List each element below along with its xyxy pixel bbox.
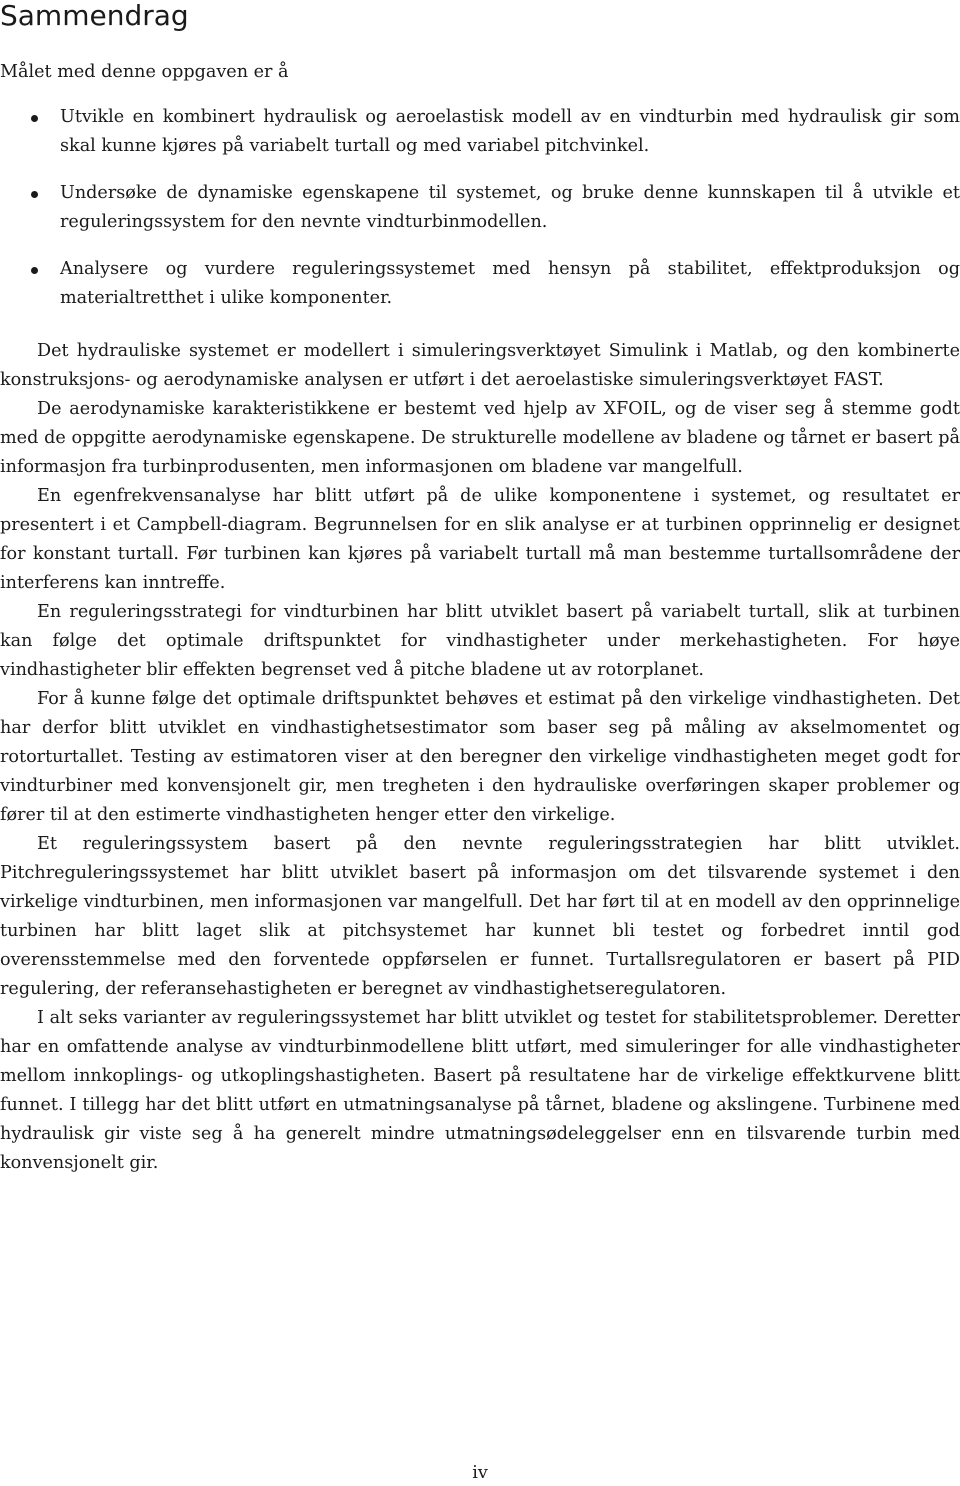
bullet-dot-icon	[31, 115, 38, 122]
page-number: iv	[472, 1463, 488, 1483]
paragraph: De aerodynamiske karakteristikkene er bestemt ved hjelp av XFOIL, og de viser seg å stemme godt med de oppgitte aerodynamiske egenskapene. De strukturelle modellene av bladene og tårnet er basert på informasjon fra turbinprodusenten, men informasjonen om bladene var mangelfull.	[0, 399, 960, 477]
paragraph: I alt seks varianter av reguleringssystemet har blitt utviklet og testet for stabilitetsproblemer. Deretter har en omfattende analyse av vindturbinmodellene blitt utført, med simuleringer for alle vindhastigheter mellom innkoplings- og utkoplingshastigheten. Basert på resultatene har de virkelige effektkurvene blitt funnet. I tillegg har det blitt utført en utmatningsanalyse på tårnet, bladene og akslingene. Turbinene med hydraulisk gir viste seg å ha generelt mindre utmatningsødeleggelser enn en tilsvarende turbin med konvensjonelt gir.	[0, 1008, 960, 1173]
paragraph: En egenfrekvensanalyse har blitt utført på de ulike komponentene i systemet, og resultatet er presentert i et Campbell-diagram. Begrunnelsen for en slik analyse er at turbinen opprinnelig er designet for konstant turtall. Før turbinen kan kjøres på variabelt turtall må man bestemme turtallsområdene der interferens kan inntreffe.	[0, 486, 960, 593]
list-item	[0, 179, 960, 237]
list-item-text: Utvikle en kombinert hydraulisk og aeroelastisk modell av en vindturbin med hydraulisk gir som skal kunne kjøres på variabelt turtall og med variabel pitchvinkel.	[60, 107, 960, 156]
bullet-dot-icon	[31, 267, 38, 274]
list-item	[0, 103, 960, 161]
paragraph: Det hydrauliske systemet er modellert i simuleringsverktøyet Simulink i Matlab, og den kombinerte konstruksjons- og aerodynamiske analysen er utført i det aeroelastiske simuleringsverktøyet FAST.	[0, 341, 960, 390]
paragraph: En reguleringsstrategi for vindturbinen har blitt utviklet basert på variabelt turtall, slik at turbinen kan følge det optimale driftspunktet for vindhastigheter under merkehastigheten. For høye vindhastigheter blir effekten begrenset ved å pitche bladene ut av rotorplanet.	[0, 602, 960, 680]
bullet-dot-icon	[31, 191, 38, 198]
list-item-text: Analysere og vurdere reguleringssystemet med hensyn på stabilitet, effektproduksjon og materialtretthet i ulike komponenter.	[60, 259, 960, 308]
body-text	[0, 337, 960, 1178]
paragraph: Et reguleringssystem basert på den nevnte reguleringsstrategien har blitt utviklet. Pitchreguleringssystemet har blitt utviklet basert på informasjon om det tilsvarende systemet i den virkelige vindturbinen, men informasjonen var mangelfull. Det har ført til at en modell av den opprinnelige turbinen har blitt laget slik at pitchsystemet har kunnet bli testet og forbedret inntil god overensstemmelse med den forventede oppførselen er funnet. Turtallsregulatoren er basert på PID regulering, der referansehastigheten er beregnet av vindhastighetseregulatoren.	[0, 834, 960, 999]
list-item-text: Undersøke de dynamiske egenskapene til systemet, og bruke denne kunnskapen til å utvikle et reguleringssystem for den nevnte vindturbinmodellen.	[60, 183, 960, 232]
paragraph: For å kunne følge det optimale driftspunktet behøves et estimat på den virkelige vindhastigheten. Det har derfor blitt utviklet en vindhastighetsestimator som baser seg på måling av akselmomentet og rotorturtallet. Testing av estimatoren viser at den beregner den virkelige vindhastigheten meget godt for vindturbiner med konvensjonelt gir, men tregheten i den hydrauliske overføringen skaper problemer og fører til at den estimerte vindhastigheten henger etter den virkelige.	[0, 689, 960, 825]
section-heading: Sammendrag	[0, 0, 189, 32]
list-item	[0, 255, 960, 313]
intro-text: Målet med denne oppgaven er å	[0, 62, 289, 82]
goal-list	[0, 103, 960, 331]
